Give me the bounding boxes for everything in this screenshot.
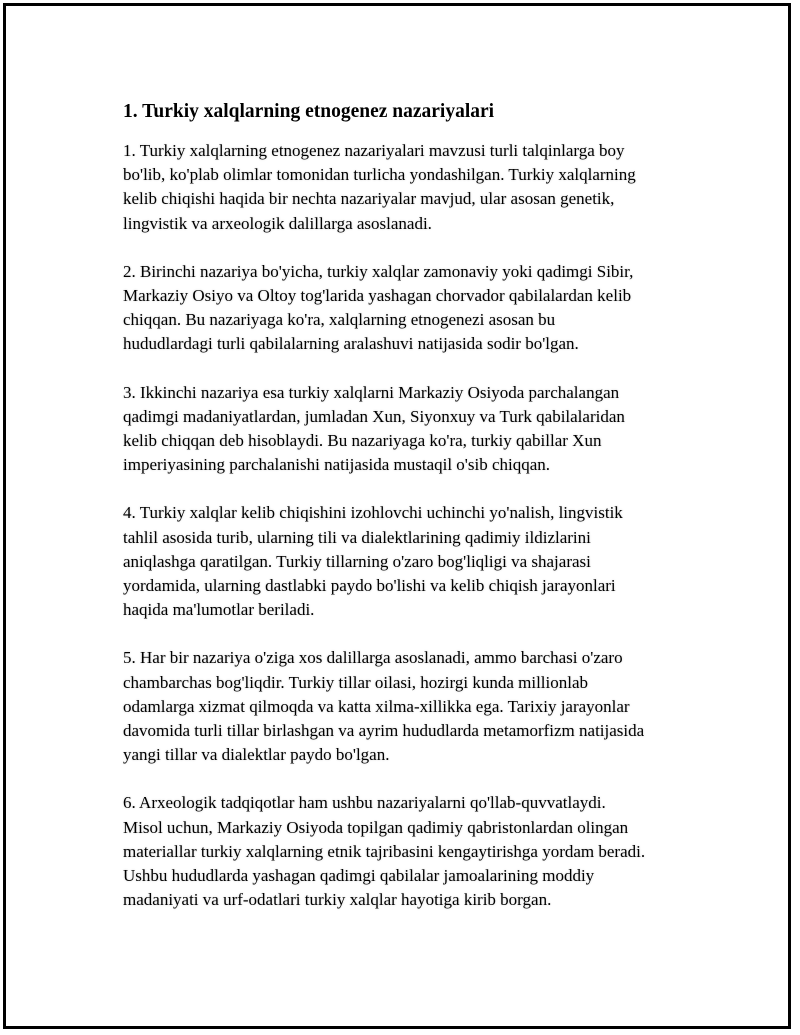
paragraph-line: chambarchas bog'liqdir. Turkiy tillar oilasi, hozirgi kunda millionlab	[123, 672, 589, 692]
paragraph-line: kelib chiqqan deb hisoblaydi. Bu nazariyaga ko'ra, turkiy qabillar Xun	[123, 431, 602, 451]
paragraph-line: Ushbu hududlarda yashagan qadimgi qabilalar jamoalarining moddiy	[123, 866, 595, 886]
paragraph-line: yordamida, ularning dastlabki paydo bo'lishi va kelib chiqish jarayonlari	[123, 576, 616, 596]
paragraph-line: kelib chiqishi haqida bir nechta nazariyalar mavjud, ular asosan genetik,	[123, 189, 615, 209]
paragraph-line: 6. Arxeologik tadqiqotlar ham ushbu nazariyalarni qo'llab-quvvatlaydi.	[123, 793, 606, 813]
paragraph-line: tahlil asosida turib, ularning tili va dialektlarining qadimiy ildizlarini	[123, 527, 591, 547]
paragraph-line: lingvistik va arxeologik dalillarga asoslanadi.	[123, 213, 432, 233]
paragraph-line: 3. Ikkinchi nazariya esa turkiy xalqlarni Markaziy Osiyoda parchalangan	[123, 382, 620, 402]
paragraph-line: hududlardagi turli qabilalarning aralashuvi natijasida sodir bo'lgan.	[123, 334, 579, 354]
document-title: 1. Turkiy xalqlarning etnogenez nazariyalari	[123, 101, 495, 122]
paragraph-5	[123, 646, 713, 767]
paragraph-line: materiallar turkiy xalqlarning etnik tajribasini kengaytirishga yordam beradi.	[123, 841, 646, 861]
paragraph-line: haqida ma'lumotlar beriladi.	[123, 600, 315, 620]
paragraph-line: Misol uchun, Markaziy Osiyoda topilgan qadimiy qabristonlardan olingan	[123, 817, 629, 837]
paragraph-line: 1. Turkiy xalqlarning etnogenez nazariyalari mavzusi turli talqinlarga boy	[123, 141, 625, 160]
document-body	[123, 100, 713, 936]
paragraph-1	[123, 139, 713, 236]
paragraph-line: davomida turli tillar birlashgan va ayrim hududlarda metamorfizm natijasida	[123, 721, 645, 741]
paragraph-line: odamlarga xizmat qilmoqda va katta xilma-xillikka ega. Tarixiy jarayonlar	[123, 696, 630, 716]
paragraph-2	[123, 260, 713, 357]
paragraph-line: imperiyasining parchalanishi natijasida mustaqil o'sib chiqqan.	[123, 455, 551, 475]
paragraph-line: qadimgi madaniyatlardan, jumladan Xun, Siyonxuy va Turk qabilalaridan	[123, 406, 625, 426]
paragraph-line: 2. Birinchi nazariya bo'yicha, turkiy xalqlar zamonaviy yoki qadimgi Sibir,	[123, 261, 634, 281]
page-frame	[3, 3, 791, 1029]
paragraph-line: Markaziy Osiyo va Oltoy tog'larida yashagan chorvador qabilalardan kelib	[123, 286, 632, 306]
paragraph-line: madaniyati va urf-odatlari turkiy xalqlar hayotiga kirib borgan.	[123, 890, 552, 910]
paragraph-3	[123, 381, 713, 478]
paragraph-line: bo'lib, ko'plab olimlar tomonidan turlicha yondashilgan. Turkiy xalqlarning	[123, 165, 636, 185]
paragraph-line: 4. Turkiy xalqlar kelib chiqishini izohlovchi uchinchi yo'nalish, lingvistik	[123, 503, 623, 523]
paragraph-line: 5. Har bir nazariya o'ziga xos dalillarga asoslanadi, ammo barchasi o'zaro	[123, 648, 623, 668]
paragraph-6	[123, 791, 713, 912]
paragraph-4	[123, 501, 713, 622]
paragraph-line: yangi tillar va dialektlar paydo bo'lgan.	[123, 745, 390, 765]
paragraph-line: aniqlashga qaratilgan. Turkiy tillarning o'zaro bog'liqligi va shajarasi	[123, 551, 591, 571]
paragraph-line: chiqqan. Bu nazariyaga ko'ra, xalqlarning etnogenezi asosan bu	[123, 310, 556, 330]
